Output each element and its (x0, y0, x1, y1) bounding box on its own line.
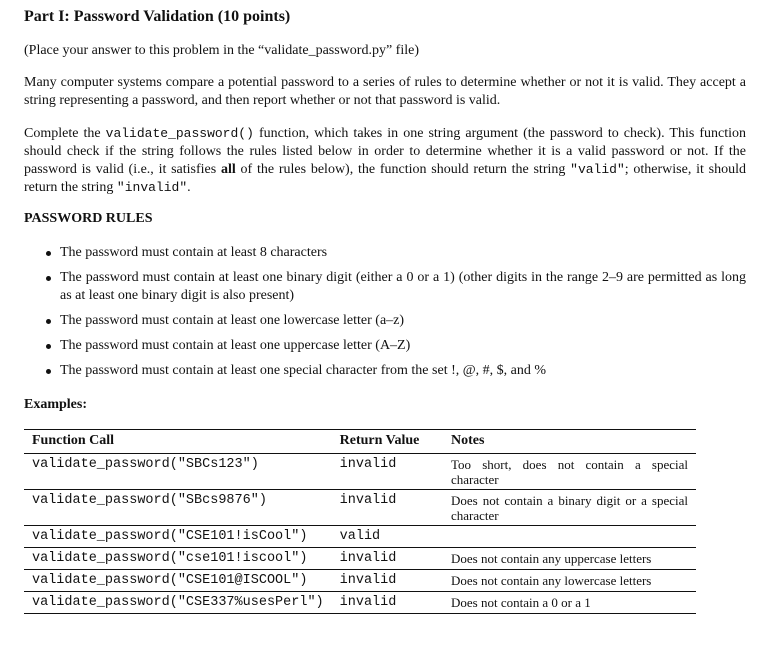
table-header-row (24, 430, 696, 454)
return-value-cell: invalid (332, 490, 443, 526)
task-paragraph (24, 125, 746, 197)
rule-item: The password must contain at least one binary digit (either a 0 or a 1) (other digits in the range 2–9 are permitted as long as at least one binary digit is also present) (46, 269, 746, 305)
table-row (24, 570, 696, 592)
valid-string-code: "valid" (570, 162, 625, 177)
rules-list (46, 244, 746, 387)
return-value-cell: invalid (332, 548, 443, 570)
examples-table (24, 429, 696, 614)
table-row (24, 490, 696, 526)
notes-cell (443, 526, 696, 548)
placement-note: (Place your answer to this problem in the “validate_password.py” file) (24, 43, 419, 58)
function-call-cell: validate_password("CSE101!isCool") (24, 526, 332, 548)
table-row (24, 592, 696, 614)
table-row (24, 526, 696, 548)
return-value-cell: invalid (332, 454, 443, 490)
task-text-2: function, which takes in one string argument (the password to check). This function should check if the string follows the rules listed below in order to determine whether it is a valid password or not. If the password is valid (i.e., it satisfies (24, 126, 746, 177)
task-text-3: of the rules below), the function should return the string (235, 162, 571, 177)
table-row (24, 548, 696, 570)
header-function-call: Function Call (24, 430, 332, 454)
task-text-5: . (187, 180, 191, 195)
task-emphasis: all (221, 162, 236, 177)
rule-item: The password must contain at least 8 characters (46, 244, 746, 262)
function-call-cell: validate_password("cse101!iscool") (24, 548, 332, 570)
notes-cell: Does not contain a 0 or a 1 (443, 592, 696, 614)
task-text-4: ; otherwise, it should return the string (24, 162, 746, 195)
header-notes: Notes (443, 430, 696, 454)
invalid-string-code: "invalid" (116, 180, 188, 195)
function-call-cell: validate_password("CSE337%usesPerl") (24, 592, 332, 614)
function-call-cell: validate_password("SBCs123") (24, 454, 332, 490)
header-return-value: Return Value (332, 430, 443, 454)
table-row (24, 454, 696, 490)
intro-paragraph: Many computer systems compare a potential password to a series of rules to determine whether or not it is valid. They accept a string representing a password, and then report whether or not that password is valid. (24, 75, 746, 108)
function-call-cell: validate_password("SBcs9876") (24, 490, 332, 526)
rules-heading: PASSWORD RULES (24, 211, 153, 226)
notes-cell: Does not contain any lowercase letters (443, 570, 696, 592)
notes-cell: Too short, does not contain a special character (443, 454, 696, 490)
rule-item: The password must contain at least one lowercase letter (a–z) (46, 312, 746, 330)
notes-cell: Does not contain any uppercase letters (443, 548, 696, 570)
return-value-cell: valid (332, 526, 443, 548)
rule-item: The password must contain at least one special character from the set !, @, #, $, and % (46, 362, 746, 380)
section-title: Part I: Password Validation (10 points) (24, 8, 291, 25)
function-name-code: validate_password() (105, 126, 254, 141)
return-value-cell: invalid (332, 592, 443, 614)
function-call-cell: validate_password("CSE101@ISCOOL") (24, 570, 332, 592)
examples-heading: Examples: (24, 397, 87, 412)
rule-item: The password must contain at least one uppercase letter (A–Z) (46, 337, 746, 355)
return-value-cell: invalid (332, 570, 443, 592)
notes-cell: Does not contain a binary digit or a special character (443, 490, 696, 526)
task-text-1: Complete the (24, 126, 106, 141)
